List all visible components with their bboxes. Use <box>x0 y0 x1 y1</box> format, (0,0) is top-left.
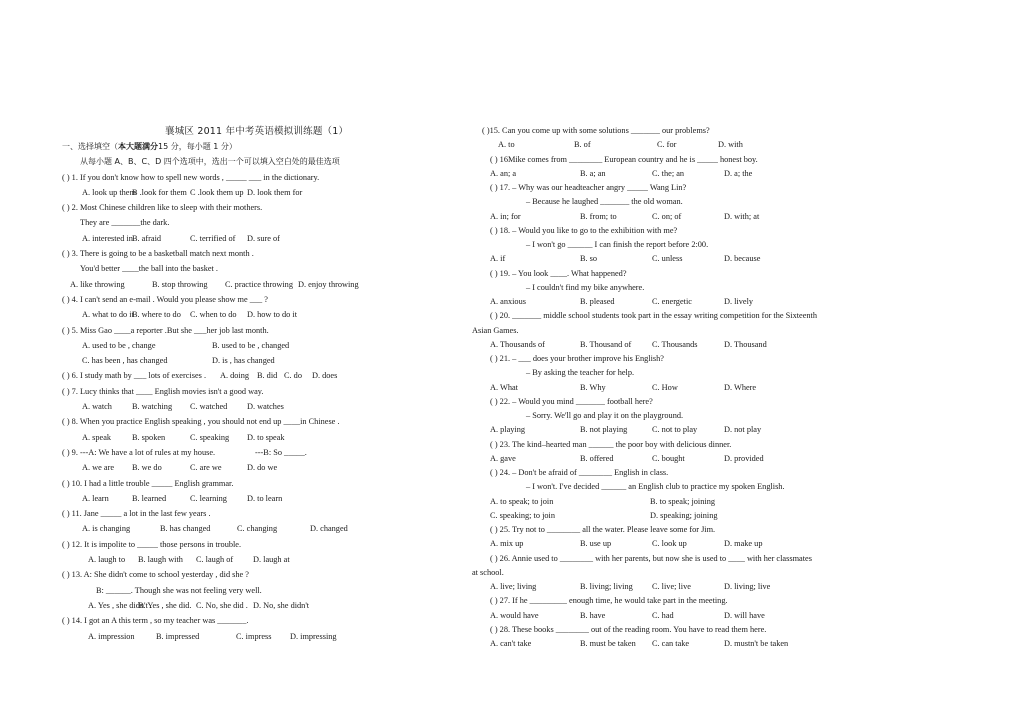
option-D: D. Thousand <box>724 339 767 349</box>
options-row <box>472 138 872 152</box>
question-9 <box>62 445 407 460</box>
question-8 <box>62 414 407 429</box>
question-wrap: Asian Games. <box>472 325 519 335</box>
option-C: C. terrified of <box>190 233 236 243</box>
question-text: ( ) 12. It is impolite to _____ those persons in trouble. <box>62 539 242 549</box>
option-D: D. lively <box>724 297 754 306</box>
option-C: C. had <box>652 610 674 620</box>
option-B: B. laugh with <box>138 555 183 565</box>
question-text: ( ) 7. Lucy thinks that ____ English movies isn't a good way. <box>62 386 264 396</box>
options-row <box>472 423 872 437</box>
option-A: A. in; for <box>490 211 521 221</box>
question-24 <box>472 466 872 480</box>
option-C: C. are we <box>190 463 222 473</box>
option-D: D. enjoy throwing <box>298 279 359 289</box>
options-row <box>62 185 407 200</box>
question-text: ( ) 20. _______ middle school students took part in the essay writing competition for the Sixteenth <box>490 311 817 321</box>
option-B: B. did <box>257 371 278 381</box>
option-D: D. with; at <box>724 211 760 221</box>
option-A: A. Thousands of <box>490 339 545 349</box>
option-D: D. how to do it <box>247 310 298 320</box>
option-A: A. Yes , she didn't . <box>88 600 152 610</box>
question-text: ( ) 23. The kind–hearted man ______ the poor boy with delicious dinner. <box>490 439 732 449</box>
option-B: B. have <box>580 610 606 620</box>
option-D: D. living; live <box>724 582 771 591</box>
option-A: A. mix up <box>490 539 524 549</box>
options-row <box>62 460 407 475</box>
option-D: D. a; the <box>724 168 753 178</box>
option-A: C. speaking; to join <box>490 510 555 520</box>
option-C: C. when to do <box>190 310 237 320</box>
options-row <box>472 167 872 181</box>
question-text: ( ) 6. I study math by ___ lots of exercises . <box>62 371 207 381</box>
option-B: B. offered <box>580 453 614 463</box>
option-C: C. Thousands <box>652 339 698 349</box>
question-11 <box>62 506 407 521</box>
options-row <box>472 495 872 509</box>
option-B: B. we do <box>132 463 162 473</box>
options-row <box>62 629 407 644</box>
option-C: C. laugh of <box>196 555 234 565</box>
question-subline: – I won't. I've decided ______ an English club to practice my spoken English. <box>526 482 785 492</box>
option-A: A. anxious <box>490 297 526 306</box>
option-A: A. watch <box>82 402 112 412</box>
option-C: C. impress <box>236 631 272 641</box>
option-B: D. speaking; joining <box>650 510 718 520</box>
question-27 <box>472 594 872 608</box>
options-row <box>472 609 872 623</box>
page-title: 襄城区 2011 年中考英语模拟训练题（1） <box>165 126 349 137</box>
option-A: A. look up them <box>82 187 136 197</box>
option-A: A. speak <box>82 432 112 442</box>
option-A: A. learn <box>82 493 109 503</box>
option-A: A. gave <box>490 453 516 463</box>
question-subline: – Because he laughed _______ the old woman. <box>526 197 683 207</box>
option-A: C. has been , has changed <box>82 356 168 366</box>
question-15 <box>472 124 872 138</box>
option-A: A. like throwing <box>70 279 125 289</box>
right-column <box>472 124 872 651</box>
question-text: ( ) 11. Jane _____ a lot in the last few years . <box>62 509 211 519</box>
option-D: D. will have <box>724 610 765 620</box>
question-text: ( ) 13. A: She didn't come to school yesterday , did she ? <box>62 570 249 580</box>
option-A: A. live; living <box>490 582 537 591</box>
options-row <box>472 252 872 266</box>
options-row <box>62 491 407 506</box>
option-D: D. to learn <box>247 493 283 503</box>
options-row <box>472 637 872 651</box>
question-13 <box>62 567 407 582</box>
question-3 <box>62 246 407 261</box>
option-A: A. impression <box>88 631 135 641</box>
option-D: D. do we <box>247 463 278 473</box>
question-text: ( ) 3. There is going to be a basketball match next month . <box>62 249 254 259</box>
question-2 <box>62 200 407 215</box>
option-B: B. stop throwing <box>152 279 208 289</box>
option-D: D. mustn't be taken <box>724 639 789 648</box>
question-text: ( ) 19. – You look ____. What happened? <box>490 268 627 278</box>
option-A: A. laugh to <box>88 555 126 565</box>
question-wrap: at school. <box>472 567 504 577</box>
question-text: ( ) 2. Most Chinese children like to sleep with their mothers. <box>62 203 263 213</box>
option-C: C. How <box>652 382 678 392</box>
option-A: A. if <box>490 254 506 264</box>
question-text: ( ) 1. If you don't know how to spell new words , _____ ___ in the dictionary. <box>62 172 320 182</box>
section-score: 15 分，每小题 1 分） <box>158 142 237 151</box>
option-B: B. Why <box>580 382 606 392</box>
question-18 <box>472 224 872 238</box>
question-subline: – By asking the teacher for help. <box>526 368 635 378</box>
options-row <box>62 430 407 445</box>
option-C: C. not to play <box>652 425 698 435</box>
option-C: C. for <box>657 140 677 150</box>
option-D: D. sure of <box>247 233 280 243</box>
question-6 <box>62 368 407 383</box>
option-C: C. the; an <box>652 168 685 178</box>
question-16 <box>472 153 872 167</box>
option-B: B. a; an <box>580 168 606 178</box>
question-tail: ---B: So _____. <box>255 447 307 457</box>
question-subline: – I couldn't find my bike anywhere. <box>526 282 645 292</box>
option-A: A. to <box>498 140 515 150</box>
options-row <box>62 307 407 322</box>
question-23 <box>472 438 872 452</box>
question-17 <box>472 181 872 195</box>
option-A: A. interested in <box>82 233 133 243</box>
option-D: D. not play <box>724 425 762 435</box>
question-text: ( ) 14. I got an A this term , so my teacher was _______. <box>62 616 249 626</box>
option-B: B. afraid <box>132 233 162 243</box>
question-text: ( ) 4. I can't send an e-mail . Would you please show me ___ ? <box>62 294 268 304</box>
question-text: ( )15. Can you come up with some solutions _______ our problems? <box>482 126 710 135</box>
option-B: B. where to do <box>132 310 181 320</box>
option-B: B. used to be , changed <box>212 340 290 350</box>
option-C: C. bought <box>652 453 685 463</box>
question-text: ( ) 17. – Why was our headteacher angry _____ Wang Lin? <box>490 183 687 192</box>
option-D: D. with <box>718 140 743 150</box>
section-heading <box>62 139 407 154</box>
question-21 <box>472 352 872 366</box>
option-D: D. does <box>312 371 338 381</box>
question-subline: – I won't go ______ I can finish the report before 2:00. <box>526 240 709 249</box>
question-20 <box>472 309 872 323</box>
options-row <box>62 399 407 414</box>
option-C: C. changing <box>237 524 278 534</box>
option-D: D. to speak <box>247 432 285 442</box>
option-A: A. doing <box>220 371 250 381</box>
option-D: D. watches <box>247 402 284 412</box>
option-A: A. What <box>490 382 518 392</box>
options-row <box>472 338 872 352</box>
question-14 <box>62 613 407 628</box>
question-4 <box>62 292 407 307</box>
options-row <box>472 452 872 466</box>
options-row-2 <box>62 353 407 368</box>
option-B: B. use up <box>580 539 612 549</box>
question-text: ( ) 9. ---A: We have a lot of rules at my house. <box>62 447 216 457</box>
option-C: C. energetic <box>652 297 692 306</box>
question-subline: They are _______the dark. <box>80 218 170 228</box>
option-A: A. we are <box>82 463 115 473</box>
option-B: B. of <box>574 140 591 150</box>
question-7 <box>62 384 407 399</box>
question-19 <box>472 267 872 281</box>
question-text: ( ) 26. Annie used to ________ with her parents, but now she is used to ____ with her classmates <box>490 553 812 563</box>
question-text: ( ) 10. I had a little trouble _____ English grammar. <box>62 478 234 488</box>
options-row <box>62 231 407 246</box>
question-text: ( ) 24. – Don't be afraid of ________ English in class. <box>490 468 669 477</box>
option-A: A. to speak; to join <box>490 496 554 506</box>
options-row <box>472 295 872 309</box>
options-row <box>62 277 407 292</box>
option-C: C. can take <box>652 639 690 648</box>
option-D: D. No, she didn't <box>253 600 310 610</box>
option-B: B. from; to <box>580 211 617 221</box>
option-D: D. because <box>724 254 761 264</box>
option-B: B. has changed <box>160 524 211 534</box>
option-A: A. what to do it <box>82 310 134 320</box>
question-25 <box>472 523 872 537</box>
section-instruction: 从每小题 A、B、C、D 四个选项中，选出一个可以填入空白处的最佳选项 <box>80 157 340 167</box>
option-B: B. learned <box>132 493 167 503</box>
question-text: ( ) 18. – Would you like to go to the exhibition with me? <box>490 225 678 235</box>
options-row <box>62 338 407 353</box>
option-B: B. spoken <box>132 432 166 442</box>
option-D: D. make up <box>724 539 763 549</box>
option-C: C. watched <box>190 402 228 412</box>
question-text: ( ) 8. When you practice English speaking , you should not end up ____in Chinese . <box>62 417 340 427</box>
option-C: C. unless <box>652 254 683 264</box>
option-D: D. Where <box>724 382 757 392</box>
option-C: C. speaking <box>190 432 230 442</box>
option-C: C. do <box>284 371 302 381</box>
option-A: A. is changing <box>82 524 131 534</box>
option-B: B. impressed <box>156 631 200 641</box>
question-subline: B: ______. Though she was not feeling very well. <box>96 585 262 595</box>
options-row <box>472 580 872 594</box>
question-5 <box>62 323 407 338</box>
options-row <box>62 598 407 613</box>
question-22 <box>472 395 872 409</box>
option-D: D. laugh at <box>253 555 290 565</box>
question-text: ( ) 22. – Would you mind _______ football here? <box>490 396 653 406</box>
question-text: ( ) 28. These books ________ out of the reading room. You have to read them here. <box>490 624 767 634</box>
question-text: ( ) 25. Try not to ________ all the water. Please leave some for Jim. <box>490 525 716 534</box>
question-10 <box>62 476 407 491</box>
option-C: C. live; live <box>652 582 691 591</box>
option-D: D. changed <box>310 524 348 534</box>
options-row <box>62 552 407 567</box>
option-B: B. Yes , she did. <box>138 600 192 610</box>
option-C: C. on; of <box>652 211 682 221</box>
option-B: B. watching <box>132 402 173 412</box>
option-A: A. an; a <box>490 168 517 178</box>
option-C: C. learning <box>190 493 227 503</box>
question-text: ( ) 16Mike comes from ________ European country and he is _____ honest boy. <box>490 154 758 164</box>
option-A: A. would have <box>490 610 539 620</box>
question-28 <box>472 623 872 637</box>
question-12 <box>62 537 407 552</box>
option-B: B. pleased <box>580 297 615 306</box>
option-B: B. not playing <box>580 425 628 435</box>
question-26 <box>472 552 872 566</box>
question-subline: – Sorry. We'll go and play it on the playground. <box>526 411 684 420</box>
question-text: ( ) 5. Miss Gao ____a reporter .But she ___her job last month. <box>62 325 269 335</box>
option-B: B. living; living <box>580 582 633 591</box>
option-D: D. look them for <box>247 187 303 197</box>
option-D: D. impressing <box>290 631 337 641</box>
option-C: C .look them up <box>190 187 244 197</box>
options-row <box>472 537 872 551</box>
option-B: B. to speak; joining <box>650 496 715 506</box>
option-B: B .look for them <box>132 187 187 197</box>
section-label: 一、选择填空（ <box>62 142 118 151</box>
question-subline: You'd better ____the ball into the basket . <box>80 264 218 274</box>
left-column <box>62 121 407 644</box>
options-row-2 <box>472 509 872 523</box>
option-B: D. is , has changed <box>212 356 275 366</box>
question-text: ( ) 21. – ___ does your brother improve his English? <box>490 354 664 363</box>
options-row <box>62 521 407 536</box>
question-1 <box>62 170 407 185</box>
option-A: A. used to be , change <box>82 340 156 350</box>
options-row <box>472 210 872 224</box>
title-spacer <box>62 121 407 139</box>
option-B: B. Thousand of <box>580 339 632 349</box>
question-text: ( ) 27. If he _________ enough time, he would take part in the meeting. <box>490 596 728 606</box>
section-bold: 本大题满分 <box>118 142 158 151</box>
option-C: C. practice throwing <box>225 279 293 289</box>
option-B: B. so <box>580 254 598 264</box>
option-A: A. can't take <box>490 639 532 648</box>
option-C: C. look up <box>652 539 687 549</box>
options-row <box>472 381 872 395</box>
option-B: B. must be taken <box>580 639 636 648</box>
option-C: C. No, she did . <box>196 600 248 610</box>
option-D: D. provided <box>724 453 764 463</box>
option-A: A. playing <box>490 425 526 435</box>
